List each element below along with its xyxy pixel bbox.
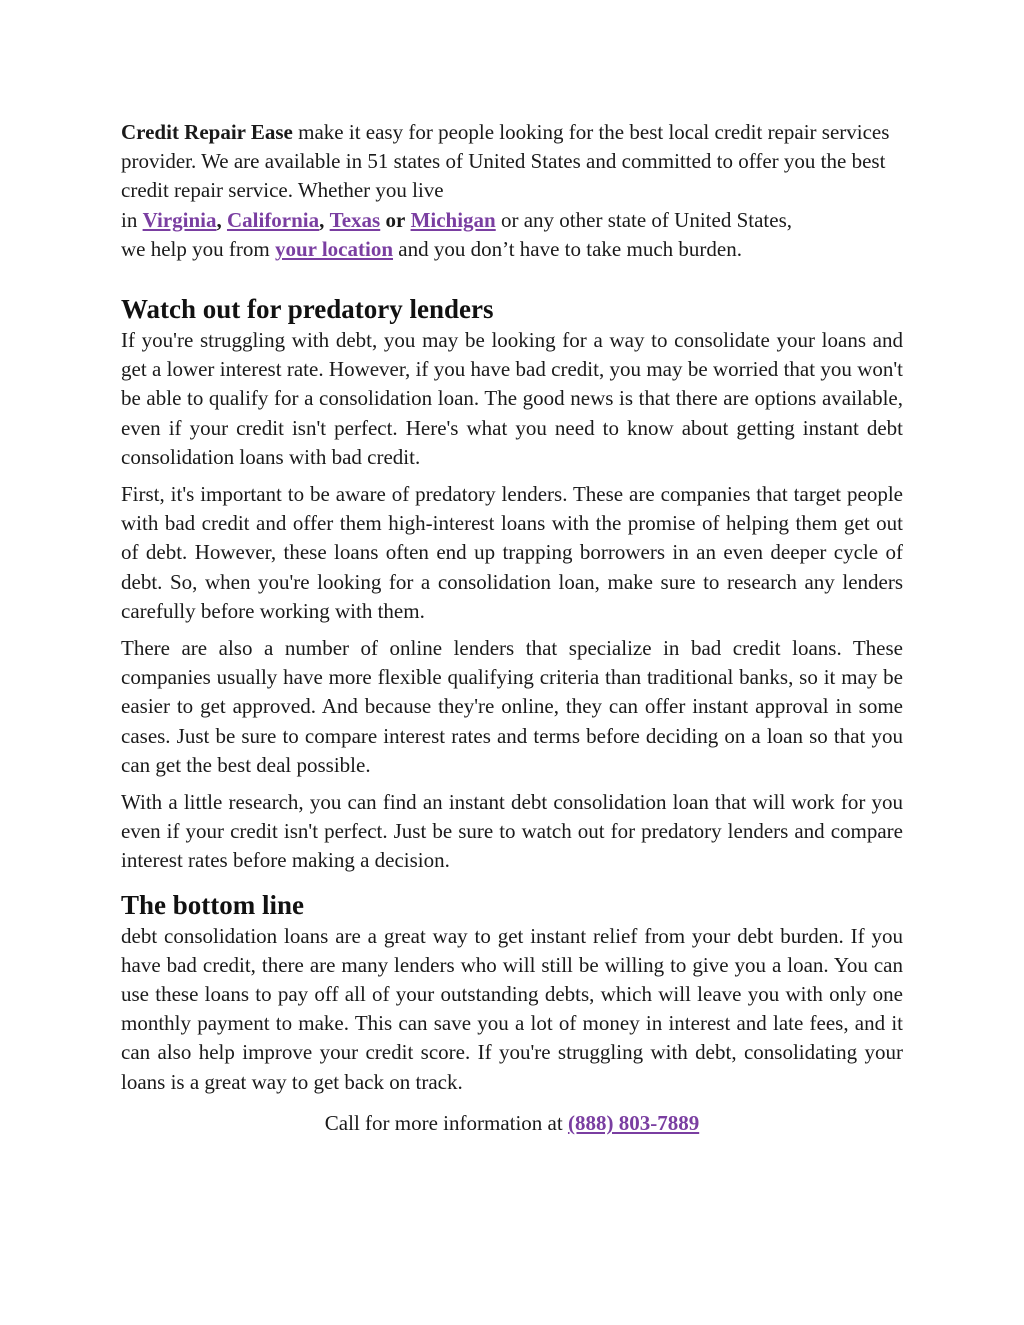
intro-text-1: make it easy for people looking for the best local credit repair services provider. We are available in 51 states of United States and committed to offer you the best credit repair service. Whether you live	[121, 120, 890, 203]
link-california[interactable]: California	[226, 207, 320, 232]
link-michigan[interactable]: Michigan	[410, 207, 496, 232]
section-heading-predatory-lenders: Watch out for predatory lenders	[121, 294, 494, 325]
section-heading-bottom-line: The bottom line	[121, 889, 305, 920]
document-page	[121, 118, 903, 1138]
intro-text-2: or any other state of United States,	[495, 207, 792, 232]
link-texas[interactable]: Texas	[329, 207, 381, 232]
brand-name: Credit Repair Ease	[121, 120, 293, 144]
intro-text-3: we help you from	[121, 236, 275, 261]
section1-paragraph-4: With a little research, you can find an instant debt consolidation loan that will work for you even if your credit isn't perfect. Just be sure to watch out for predatory lenders and compare interest rates before making a decision.	[121, 790, 903, 873]
intro-text-in: in	[121, 207, 143, 232]
intro-text-4: and you don’t have to take much burden.	[393, 236, 742, 261]
or-word: or	[385, 207, 406, 232]
section2-paragraph: debt consolidation loans are a great way to get instant relief from your debt burden. If you have bad credit, there are many lenders who will still be willing to give you a loan. You can use these loans to pay off all of your outstanding debts, which will leave you with only one monthly payment to make. This can save you a lot of money in interest and late fees, and it can also help improve your credit score. If you're struggling with debt, consolidating your loans is a great way to get back on track.	[121, 923, 903, 1094]
section1-paragraph-2: First, it's important to be aware of predatory lenders. These are companies that target people with bad credit and offer them high-interest loans with the promise of helping them get out of debt. However, these loans often end up trapping borrowers in an even deeper cycle of debt. So, when you're looking for a consolidation loan, make sure to research any lenders carefully before working with them.	[121, 482, 903, 623]
link-your-location[interactable]: your location	[274, 236, 394, 261]
call-info	[121, 1109, 903, 1138]
link-virginia[interactable]: Virginia	[142, 207, 217, 232]
call-info-text: Call for more information at	[324, 1110, 568, 1135]
phone-link[interactable]: (888) 803-7889	[567, 1110, 700, 1135]
section1-paragraph-1: If you're struggling with debt, you may be looking for a way to consolidate your loans and get a lower interest rate. However, if you have bad credit, you may be worried that you won't be able to qualify for a consolidation loan. The good news is that there are options available, even if your credit isn't perfect. Here's what you need to know about getting instant debt consolidation loans with bad credit.	[121, 328, 903, 469]
comma-2: ,	[319, 207, 325, 232]
intro-paragraph	[121, 118, 903, 264]
comma-1: ,	[216, 207, 222, 232]
section1-paragraph-3: There are also a number of online lenders that specialize in bad credit loans. These companies usually have more flexible qualifying criteria than traditional banks, so it may be easier to get approved. And because they're online, they can offer instant approval in some cases. Just be sure to compare interest rates and terms before deciding on a loan so that you can get the best deal possible.	[121, 636, 903, 777]
